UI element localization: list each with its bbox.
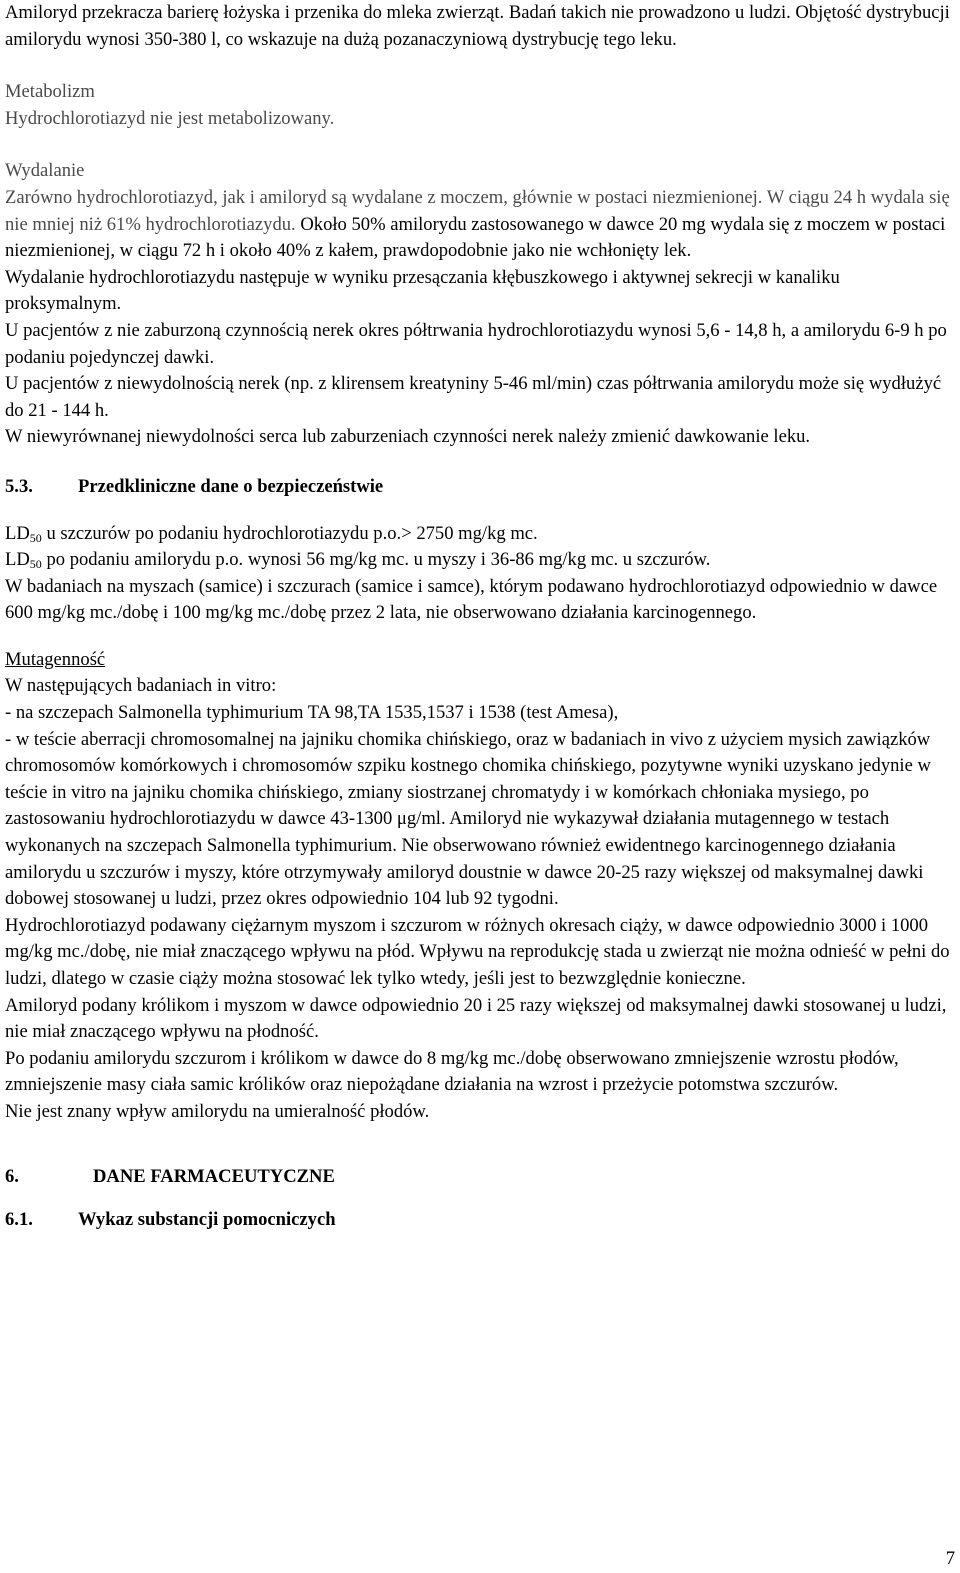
ld-subscript: 50 [29, 557, 42, 572]
section-heading-6-1 [5, 1207, 955, 1234]
ld-label: LD [5, 549, 30, 571]
document-page [5, 0, 955, 1234]
paragraph-distribution: Amiloryd przekracza barierę łożyska i przenika do mleka zwierząt. Badań takich nie prowadzono u ludzi. Objętość dystrybucji amilorydu wynosi 350-380 l, co wskazuje na dużą pozanaczyniową dystrybucję tego leku. [5, 2, 950, 50]
heading-metabolism: Metabolizm [5, 81, 95, 103]
ld1-text: u szczurów po podaniu hydrochlorotiazydu p.o.> 2750 mg/kg mc. [41, 522, 538, 544]
list-item-chromosomal: - w teście aberracji chromosomalnej na jajniku chomika chińskiego, oraz w badaniach in vivo z użyciem mysich zawiązków chromosomów komórkowych i chromosomów szpiku kostnego chomika chińskiego, pozytywne wyniki uzyskano jedynie w teście in vitro na jajniku chomika chińskiego, zmiany siostrzanej chromatydy i w komórkach chłoniaka mysiego, po zastosowaniu hydrochlorotiazydu w dawce 43-1300 μg/ml. Amiloryd nie wykazywał działania mutagennego w testach wykonanych na szczepach Salmonella typhimurium. Nie obserwowano również ewidentnego karcinogennego działania amilorydu u szczurów i myszy, które otrzymywały amiloryd doustnie w dawce 20-25 razy większej od maksymalnej dawki dobowej stosowanej u ludzi, przez okres odpowiednio 104 lub 92 tygodni. [5, 728, 931, 910]
paragraph-heart-failure: W niewyrównanej niewydolności serca lub zaburzeniach czynności nerek należy zmienić dawkowanie leku. [5, 426, 811, 448]
paragraph-carcinogenicity: W badaniach na myszach (samice) i szczurach (samice i samce), którym podawano hydrochlorotiazyd odpowiednio w dawce 600 mg/kg mc./dobę i 100 mg/kg mc./dobę przez 2 lata, nie obserwowano działania karcinogennego. [5, 575, 938, 624]
ld-subscript: 50 [29, 530, 42, 545]
paragraph-ld50-hydrochlorothiazide [5, 521, 955, 548]
paragraph-fetal-mortality: Nie jest znany wpływ amilorydu na umieralność płodów. [5, 1100, 430, 1122]
heading-mutagenicity [5, 647, 955, 674]
section-number: 6.1. [5, 1209, 33, 1231]
paragraph-pregnancy: Hydrochlorotiazyd podawany ciężarnym myszom i szczurom w różnych okresach ciąży, w dawce odpowiednio 3000 i 1000 mg/kg mc./dobę, nie miał znaczącego wpływu na płód. Wpływu na reprodukcję stada u zwierząt nie można odnieść w pełni do ludzi, dlatego w czasie ciąży można stosować lek tylko wtedy, jeśli jest to bezwzględnie konieczne. [5, 914, 950, 989]
heading-elimination: Wydalanie [5, 160, 85, 182]
paragraph-half-life: U pacjentów z nie zaburzoną czynnością nerek okres półtrwania hydrochlorotiazydu wynosi 5,6 - 14,8 h, a amilorydu 6-9 h po podaniu pojedynczej dawki. [5, 319, 947, 368]
section-number: 6. [5, 1165, 19, 1187]
section-heading-5-3 [5, 474, 955, 501]
section-number: 5.3. [5, 475, 33, 497]
list-item-salmonella: - na szczepach Salmonella typhimurium TA 98,TA 1535,1537 i 1538 (test Amesa), [5, 702, 619, 724]
section-title: DANE FARMACEUTYCZNE [93, 1165, 335, 1187]
paragraph-elimination-2: Wydalanie hydrochlorotiazydu następuje w wyniku przesączania kłębuszkowego i aktywnej sekrecji w kanaliku proksymalnym. [5, 266, 840, 315]
ld2-text: po podaniu amilorydu p.o. wynosi 56 mg/kg mc. u myszy i 36-86 mg/kg mc. u szczurów. [41, 549, 711, 571]
elimination-text-part1: Zarówno hydrochlorotiazyd, jak i amiloryd są wydalane z moczem, głównie w postaci niezmienionej. W ciągu 24 h wydala się nie mniej niż 61% hydrochlorotiazydu. [5, 186, 950, 235]
ld-label: LD [5, 522, 30, 544]
paragraph-metabolism: Hydrochlorotiazyd nie jest metabolizowany. [5, 107, 335, 129]
section-title: Wykaz substancji pomocniczych [78, 1209, 336, 1231]
paragraph-ld50-amiloride [5, 547, 955, 574]
paragraph-elimination [5, 185, 955, 265]
paragraph-fetal-growth: Po podaniu amilorydu szczurom i królikom w dawce do 8 mg/kg mc./dobę obserwowano zmniejszenie wzrostu płodów, zmniejszenie masy ciała samic królików oraz niepożądane działania na wzrost i przeżycie potomstwa szczurów. [5, 1047, 899, 1096]
paragraph-renal-insufficiency: U pacjentów z niewydolnością nerek (np. z klirensem kreatyniny 5-46 ml/min) czas półtrwania amilorydu może się wydłużyć do 21 - 144 h. [5, 373, 942, 421]
page-number: 7 [945, 1548, 955, 1569]
paragraph-fertility: Amiloryd podany królikom i myszom w dawce odpowiednio 20 i 25 razy większej od maksymalnej dawki stosowanej u ludzi, nie miał znaczącego wpływu na płodność. [5, 994, 947, 1043]
paragraph-in-vitro-intro: W następujących badaniach in vitro: [5, 675, 277, 697]
section-title: Przedkliniczne dane o bezpieczeństwie [78, 475, 384, 497]
mutagenicity-heading-text: Mutagenność [5, 648, 106, 670]
elimination-text-part2: Około 50% amilorydu zastosowanego w dawce 20 mg wydala się z moczem w postaci niezmienionej, w ciągu 72 h i około 40% z kałem, prawdopodobnie jako nie wchłonięty lek. [5, 213, 946, 262]
section-heading-6 [5, 1164, 955, 1191]
